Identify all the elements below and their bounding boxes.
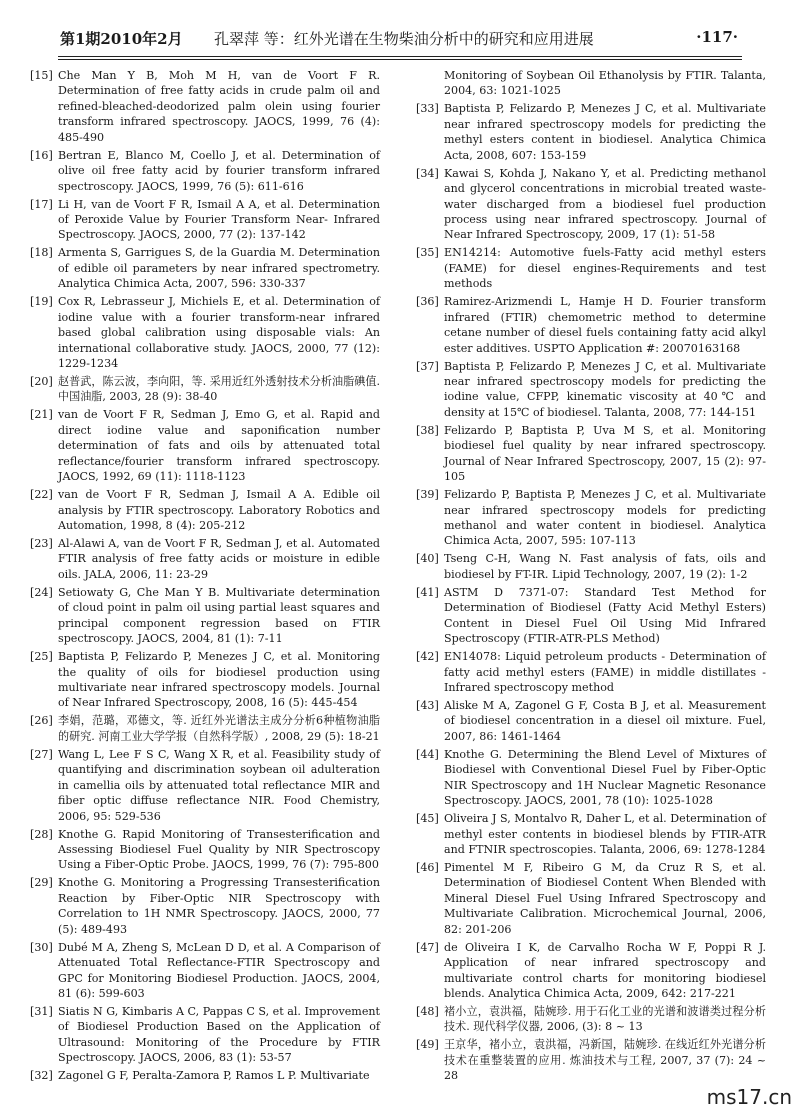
reference-text: Knothe G. Monitoring a Progressing Transesterification Reaction by Fiber-Optic NIR Spectroscopy with Correlation to 1H NMR Spectroscopy. JAOCS, 2000, 77 (5): 489-493: [58, 876, 380, 936]
header-rule: [58, 56, 742, 57]
reference-text: Kawai S, Kohda J, Nakano Y, et al. Predicting methanol and glycerol concentrations in microbial treated waste-water discharged from a biodiesel fuel production process using near infrared spectroscopy. Journal of Near Infrared Spectroscopy, 2009, 17 (1): 51-58: [444, 166, 766, 242]
reference-text: Baptista P, Felizardo P, Menezes J C, et al. Monitoring the quality of oils for biodiesel production using multivariate near infrared spectroscopy models. Journal of Near Infrared Spectroscopy, 2008, 16 (5): 445-454: [58, 650, 380, 710]
reference-number: [40]: [416, 552, 439, 566]
reference-entry: [30, 747, 380, 824]
reference-number: [32]: [30, 1069, 53, 1083]
reference-text: Cox R, Lebrasseur J, Michiels E, et al. Determination of iodine value with a fourier transform-near infrared based global calibration using disposable vials: An international collaborative study. JAOCS, 2000, 77 (12): 1229-1234: [58, 295, 380, 370]
reference-text: Baptista P, Felizardo P, Menezes J C, et al. Multivariate near infrared spectroscopy models for predicting the iodine value, CFPP, kinematic viscosity at 40℃ and density at 15℃ of biodiesel. Talanta, 2008, 77: 144-151: [444, 359, 766, 419]
reference-entry: [416, 860, 766, 937]
reference-entry: [30, 713, 380, 744]
reference-text: EN14214: Automotive fuels-Fatty acid methyl esters (FAME) for diesel engines-Requirements and test methods: [444, 246, 766, 291]
reference-text: Ramirez-Arizmendi L, Hamje H D. Fourier transform infrared (FTIR) chemometric method to determine cetane number of diesel fuels containing fatty acid alkyl ester additives. USPTO Application #: 20070163168: [444, 295, 766, 355]
reference-entry: [30, 294, 380, 371]
reference-number: [39]: [416, 488, 439, 502]
reference-entry: [416, 649, 766, 695]
reference-number: [18]: [30, 246, 53, 260]
reference-number: [38]: [416, 423, 439, 437]
reference-entry: [30, 649, 380, 711]
reference-text: 褚小立，袁洪福，陆婉珍. 用于石化工业的光谱和波谱类过程分析技术. 现代科学仪器, 2006, (3): 8 ~ 13: [444, 1004, 766, 1034]
reference-number: [23]: [30, 536, 53, 550]
reference-entry: [30, 1004, 380, 1066]
reference-text: Pimentel M F, Ribeiro G M, da Cruz R S, et al. Determination of Biodiesel Content When Blended with Mineral Diesel Fuel Using Infrared Spectroscopy and Multivariate Calibration. Microchemical Journal, 2006, 82: 201-206: [444, 860, 766, 936]
reference-text: de Oliveira I K, de Carvalho Rocha W F, Poppi R J. Application of near infrared spectroscopy and multivariate control charts for monitoring biodiesel blends. Analytica Chimica Acta, 2009, 642: 217-221: [444, 940, 766, 1000]
reference-number: [25]: [30, 650, 53, 664]
reference-entry: [30, 827, 380, 873]
reference-column-left: [30, 68, 380, 1086]
reference-entry: [30, 407, 380, 484]
reference-number: [37]: [416, 359, 439, 373]
reference-text: van de Voort F R, Sedman J, Emo G, et al. Rapid and direct iodine value and saponification number determination of fats and oils by attenuated total reflectance/fourier transform infrared spectroscopy. JAOCS, 1992, 69 (11): 1118-1123: [58, 408, 380, 484]
issue-date: 第1期2010年2月: [60, 30, 183, 48]
reference-text: 李娟，范璐，邓德文，等. 近红外光谱法主成分分析6种植物油脂的研究. 河南工业大学学报（自然科学版）, 2008, 29 (5): 18-21: [58, 714, 380, 743]
reference-number: [19]: [30, 295, 53, 309]
reference-text: Knothe G. Rapid Monitoring of Transesterification and Assessing Biodiesel Fuel Quality by NIR Spectroscopy Using a Fiber-Optic Probe. JAOCS, 1999, 76 (7): 795-800: [58, 827, 380, 872]
reference-text: Siatis N G, Kimbaris A C, Pappas C S, et al. Improvement of Biodiesel Production Based on the Application of Ultrasound: Monitoring of the Procedure by FTIR Spectroscopy. JAOCS, 2006, 83 (1): 53-57: [58, 1004, 380, 1065]
reference-text: Knothe G. Determining the Blend Level of Mixtures of Biodiesel with Conventional Diesel Fuel by Fiber-Optic NIR Spectroscopy and 1H Nuclear Magnetic Resonance Spectroscopy. JAOCS, 2001, 78 (10): 1025-1028: [444, 747, 766, 808]
reference-number: [42]: [416, 650, 439, 664]
reference-text: van de Voort F R, Sedman J, Ismail A A. Edible oil analysis by FTIR spectroscopy. Laboratory Robotics and Automation, 1998, 8 (4): 205-212: [58, 488, 380, 532]
reference-entry: [416, 68, 766, 99]
reference-number: [16]: [30, 148, 53, 162]
reference-entry: [416, 359, 766, 421]
reference-entry: [416, 487, 766, 549]
reference-entry: [416, 811, 766, 857]
reference-number: [26]: [30, 714, 53, 728]
running-title: 孔翠萍 等：红外光谱在生物柴油分析中的研究和应用进展: [214, 30, 594, 48]
reference-number: [28]: [30, 827, 53, 841]
reference-number: [48]: [416, 1004, 439, 1018]
reference-text: Tseng C-H, Wang N. Fast analysis of fats, oils and biodiesel by FT-IR. Lipid Technology, 2007, 19 (2): 1-2: [444, 552, 766, 581]
reference-text: 赵普武，陈云波，李向阳，等. 采用近红外透射技术分析油脂碘值. 中国油脂, 2003, 28 (9): 38-40: [58, 374, 380, 404]
reference-number: [35]: [416, 246, 439, 260]
reference-number: [15]: [30, 69, 53, 82]
reference-entry: [416, 698, 766, 744]
reference-entry: [416, 940, 766, 1002]
reference-entry: [416, 585, 766, 647]
reference-number: [33]: [416, 102, 439, 116]
reference-entry: [30, 148, 380, 194]
reference-text: Zagonel G F, Peralta-Zamora P, Ramos L P. Multivariate: [58, 1069, 370, 1083]
reference-number: [36]: [416, 295, 439, 309]
reference-text: Setiowaty G, Che Man Y B. Multivariate determination of cloud point in palm oil using partial least squares and principal component regression based on FTIR spectroscopy. JAOCS, 2004, 81 (1): 7-11: [58, 585, 380, 646]
reference-number: [34]: [416, 166, 439, 180]
reference-text: Felizardo P, Baptista P, Uva M S, et al. Monitoring biodiesel fuel quality by near infrared spectroscopy. Journal of Near Infrared Spectroscopy, 2007, 15 (2): 97-105: [444, 423, 766, 484]
reference-number: [416, 68, 444, 99]
reference-entry: [416, 101, 766, 163]
reference-entry: [416, 551, 766, 582]
reference-entry: [30, 197, 380, 243]
reference-text: Oliveira J S, Montalvo R, Daher L, et al. Determination of methyl ester contents in biodiesel blends by FTIR-ATR and FTNIR spectroscopies. Talanta, 2006, 69: 1278-1284: [444, 812, 766, 856]
reference-number: [21]: [30, 408, 53, 422]
reference-number: [46]: [416, 860, 439, 874]
reference-entry: [416, 423, 766, 485]
reference-number: [44]: [416, 747, 439, 761]
reference-number: [45]: [416, 812, 439, 826]
reference-text: Che Man Y B, Moh M H, van de Voort F R. Determination of free fatty acids in crude palm oil and refined-bleached-deodorized palm olein using fourier transform infrared spectroscopy. JAOCS, 1999, 76 (4): 485-490: [58, 69, 380, 144]
running-header: [0, 0, 800, 62]
reference-text: Al-Alawi A, van de Voort F R, Sedman J, et al. Automated FTIR analysis of free fatty acids or moisture in edible oils. JALA, 2006, 11: 23-29: [58, 536, 380, 581]
reference-text: Felizardo P, Baptista P, Menezes J C, et al. Multivariate near infrared spectroscopy models for predicting methanol and water content in biodiesel. Analytica Chimica Acta, 2007, 595: 107-113: [444, 488, 766, 548]
reference-text: Armenta S, Garrigues S, de la Guardia M. Determination of edible oil parameters by near infrared spectrometry. Analytica Chimica Acta, 2007, 596: 330-337: [58, 246, 380, 291]
reference-text: 王京华，褚小立，袁洪福，冯新国，陆婉珍. 在线近红外光谱分析技术在重整装置的应用. 炼油技术与工程, 2007, 37 (7): 24 ~ 28: [444, 1038, 766, 1083]
header-rule-thin: [58, 59, 742, 60]
reference-entry: [416, 1004, 766, 1035]
reference-entry: [416, 294, 766, 356]
reference-number: [43]: [416, 698, 439, 712]
reference-entry: [416, 166, 766, 243]
reference-entry: [30, 585, 380, 647]
reference-text: Wang L, Lee F S C, Wang X R, et al. Feasibility study of quantifying and discrimination soybean oil adulteration in camellia oils by attenuated total reflectance MIR and fiber optic diffuse reflectance NIR. Food Chemistry, 2006, 95: 529-536: [58, 747, 380, 823]
reference-number: [49]: [416, 1038, 439, 1052]
reference-number: [29]: [30, 876, 53, 890]
reference-entry: [30, 245, 380, 291]
reference-column-right: [416, 68, 766, 1086]
reference-entry: [30, 536, 380, 582]
site-watermark: ms17.cn: [706, 1085, 792, 1109]
reference-text: EN14078: Liquid petroleum products - Determination of fatty acid methyl esters (FAME) in middle distillates - Infrared spectroscopy method: [444, 650, 766, 694]
reference-number: [24]: [30, 585, 53, 599]
reference-text: ASTM D 7371-07: Standard Test Method for Determination of Biodiesel (Fatty Acid Methyl Esters) Content in Diesel Fuel Oil Using Mid Infrared Spectroscopy (FTIR-ATR-PLS Method): [444, 585, 766, 646]
reference-text: Bertran E, Blanco M, Coello J, et al. Determination of olive oil free fatty acid by fourier transform infrared spectroscopy. JAOCS, 1999, 76 (5): 611-616: [58, 148, 380, 193]
reference-number: [20]: [30, 374, 53, 388]
reference-entry: [416, 245, 766, 291]
reference-entry: [416, 747, 766, 809]
page-number: ·117·: [696, 28, 738, 46]
reference-entry: [30, 940, 380, 1002]
reference-number: [27]: [30, 747, 53, 761]
reference-entry: [30, 487, 380, 533]
reference-entry: [416, 1037, 766, 1083]
reference-number: [17]: [30, 197, 53, 211]
reference-number: [31]: [30, 1004, 53, 1018]
reference-entry: [30, 1068, 380, 1083]
reference-text: Baptista P, Felizardo P, Menezes J C, et al. Multivariate near infrared spectroscopy models for predicting the methyl esters content in biodiesel. Analytica Chimica Acta, 2008, 607: 153-159: [444, 102, 766, 162]
reference-number: [41]: [416, 585, 439, 599]
reference-number: [30]: [30, 940, 53, 954]
reference-text: Monitoring of Soybean Oil Ethanolysis by FTIR. Talanta, 2004, 63: 1021-1025: [444, 69, 766, 98]
reference-entry: [30, 875, 380, 937]
reference-number: [47]: [416, 940, 439, 954]
reference-text: Dubé M A, Zheng S, McLean D D, et al. A Comparison of Attenuated Total Reflectance-FTIR Spectroscopy and GPC for Monitoring Biodiesel Production. JAOCS, 2004, 81 (6): 599-603: [58, 940, 380, 1000]
reference-entry: [30, 374, 380, 405]
reference-entry: [30, 68, 380, 145]
reference-text: Aliske M A, Zagonel G F, Costa B J, et al. Measurement of biodiesel concentration in a diesel oil mixture. Fuel, 2007, 86: 1461-1464: [444, 698, 766, 743]
reference-text: Li H, van de Voort F R, Ismail A A, et al. Determination of Peroxide Value by Fourier Transform Near- Infrared Spectroscopy. JAOCS, 2000, 77 (2): 137-142: [58, 197, 380, 242]
reference-number: [22]: [30, 488, 53, 502]
